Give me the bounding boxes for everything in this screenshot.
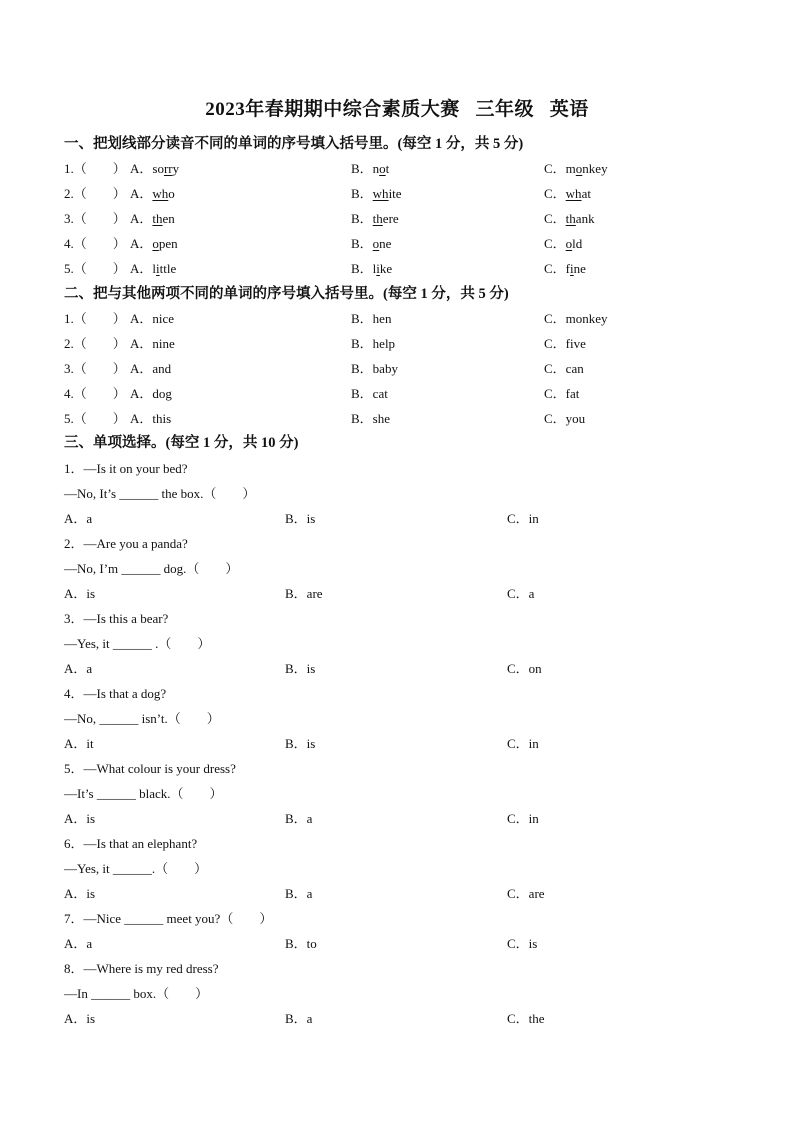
question-number: 1.（ ） bbox=[64, 311, 126, 326]
option-c: C．in bbox=[507, 811, 539, 826]
section-2-heading: 二、把与其他两项不同的单词的序号填入括号里。(每空 1 分，共 5 分) bbox=[64, 286, 509, 302]
answer-line: —No, It’s ______ the box.（ ） bbox=[64, 486, 256, 501]
option-c: C．in bbox=[507, 511, 539, 526]
option-a: A．this bbox=[130, 411, 172, 426]
underlined-sound: th bbox=[565, 211, 576, 226]
underlined-sound: i bbox=[376, 261, 380, 276]
option-a: A．dog bbox=[130, 386, 172, 401]
option-b: B．baby bbox=[351, 361, 398, 376]
option-c: C．is bbox=[507, 936, 538, 951]
section-3-heading: 三、单项选择。(每空 1 分，共 10 分) bbox=[64, 435, 299, 451]
option-b: B．a bbox=[285, 1011, 313, 1026]
question-text: 2．—Are you a panda? bbox=[64, 536, 188, 551]
option-c: C．you bbox=[544, 411, 586, 426]
answer-line: —Yes, it ______.（ ） bbox=[64, 861, 208, 876]
option-b: B．not bbox=[351, 161, 390, 176]
underlined-sound: o bbox=[575, 161, 583, 176]
options-row bbox=[0, 658, 794, 680]
underlined-sound: i bbox=[156, 261, 160, 276]
option-c: C．five bbox=[544, 336, 586, 351]
underlined-sound: o bbox=[379, 161, 386, 176]
page-title: 2023年春期期中综合素质大赛 三年级 英语 bbox=[205, 99, 589, 120]
option-a: A．then bbox=[130, 211, 175, 226]
option-a: A．nice bbox=[130, 311, 175, 326]
option-a: A．is bbox=[64, 1011, 96, 1026]
question-row bbox=[0, 308, 794, 330]
option-a: A．nine bbox=[130, 336, 175, 351]
option-a: A．is bbox=[64, 586, 96, 601]
option-a: A．little bbox=[130, 261, 177, 276]
question-row bbox=[0, 408, 794, 430]
underlined-sound: wh bbox=[152, 186, 169, 201]
underlined-sound: wh bbox=[372, 186, 389, 201]
option-c: C．a bbox=[507, 586, 535, 601]
option-a: A．is bbox=[64, 886, 96, 901]
option-c: C．thank bbox=[544, 211, 595, 226]
options-row bbox=[0, 508, 794, 530]
option-a: A．and bbox=[130, 361, 172, 376]
option-b: B．a bbox=[285, 886, 313, 901]
question-number: 3.（ ） bbox=[64, 211, 126, 226]
option-b: B．help bbox=[351, 336, 396, 351]
option-a: A．open bbox=[130, 236, 178, 251]
section-1-heading: 一、把划线部分读音不同的单词的序号填入括号里。(每空 1 分，共 5 分) bbox=[64, 136, 524, 152]
options-row bbox=[0, 583, 794, 605]
question-text: 7．—Nice ______ meet you?（ ） bbox=[64, 911, 273, 926]
question-number: 5.（ ） bbox=[64, 411, 126, 426]
option-b: B．is bbox=[285, 736, 316, 751]
underlined-sound: o bbox=[152, 236, 159, 251]
options-row bbox=[0, 1008, 794, 1030]
answer-line: —No, ______ isn’t.（ ） bbox=[64, 711, 220, 726]
question-number: 5.（ ） bbox=[64, 261, 126, 276]
answer-line: —It’s ______ black.（ ） bbox=[64, 786, 223, 801]
question-text: 3．—Is this a bear? bbox=[64, 611, 169, 626]
underlined-sound: i bbox=[570, 261, 574, 276]
question-number: 2.（ ） bbox=[64, 336, 126, 351]
option-b: B．white bbox=[351, 186, 402, 201]
option-a: A．it bbox=[64, 736, 94, 751]
underlined-sound: o bbox=[565, 236, 573, 251]
question-number: 4.（ ） bbox=[64, 236, 126, 251]
options-row bbox=[0, 933, 794, 955]
question-row bbox=[0, 183, 794, 205]
answer-line: —No, I’m ______ dog.（ ） bbox=[64, 561, 239, 576]
option-b: B．hen bbox=[351, 311, 392, 326]
option-b: B．one bbox=[351, 236, 392, 251]
option-c: C．fine bbox=[544, 261, 586, 276]
question-number: 3.（ ） bbox=[64, 361, 126, 376]
option-c: C．fat bbox=[544, 386, 580, 401]
question-row bbox=[0, 358, 794, 380]
option-a: A．is bbox=[64, 811, 96, 826]
option-b: B．there bbox=[351, 211, 399, 226]
question-row bbox=[0, 158, 794, 180]
option-c: C．the bbox=[507, 1011, 545, 1026]
option-c: C．monkey bbox=[544, 311, 608, 326]
option-b: B．cat bbox=[351, 386, 388, 401]
underlined-sound: wh bbox=[565, 186, 582, 201]
option-c: C．old bbox=[544, 236, 583, 251]
question-row bbox=[0, 333, 794, 355]
options-row bbox=[0, 733, 794, 755]
question-number: 1.（ ） bbox=[64, 161, 126, 176]
option-c: C．are bbox=[507, 886, 545, 901]
question-number: 2.（ ） bbox=[64, 186, 126, 201]
option-b: B．are bbox=[285, 586, 323, 601]
option-c: C．monkey bbox=[544, 161, 608, 176]
question-row bbox=[0, 233, 794, 255]
option-a: A．a bbox=[64, 936, 93, 951]
underlined-sound: o bbox=[372, 236, 380, 251]
option-a: A．who bbox=[130, 186, 175, 201]
option-b: B．she bbox=[351, 411, 391, 426]
option-c: C．what bbox=[544, 186, 591, 201]
option-c: C．in bbox=[507, 736, 539, 751]
question-number: 4.（ ） bbox=[64, 386, 126, 401]
option-c: C．on bbox=[507, 661, 542, 676]
options-row bbox=[0, 808, 794, 830]
option-b: B．a bbox=[285, 811, 313, 826]
question-row bbox=[0, 383, 794, 405]
option-a: A．sorry bbox=[130, 161, 180, 176]
question-row bbox=[0, 208, 794, 230]
option-a: A．a bbox=[64, 511, 93, 526]
underlined-sound: th bbox=[372, 211, 383, 226]
answer-line: —In ______ box.（ ） bbox=[64, 986, 209, 1001]
question-text: 4．—Is that a dog? bbox=[64, 686, 167, 701]
question-text: 8．—Where is my red dress? bbox=[64, 961, 219, 976]
option-b: B．is bbox=[285, 511, 316, 526]
question-text: 6．—Is that an elephant? bbox=[64, 836, 198, 851]
options-row bbox=[0, 883, 794, 905]
option-c: C．can bbox=[544, 361, 584, 376]
option-b: B．is bbox=[285, 661, 316, 676]
question-text: 5．—What colour is your dress? bbox=[64, 761, 236, 776]
question-text: 1．—Is it on your bed? bbox=[64, 461, 188, 476]
underlined-sound: rr bbox=[163, 161, 173, 176]
question-row bbox=[0, 258, 794, 280]
underlined-sound: th bbox=[152, 211, 163, 226]
option-b: B．to bbox=[285, 936, 317, 951]
answer-line: —Yes, it ______ .（ ） bbox=[64, 636, 211, 651]
option-b: B．like bbox=[351, 261, 393, 276]
option-a: A．a bbox=[64, 661, 93, 676]
